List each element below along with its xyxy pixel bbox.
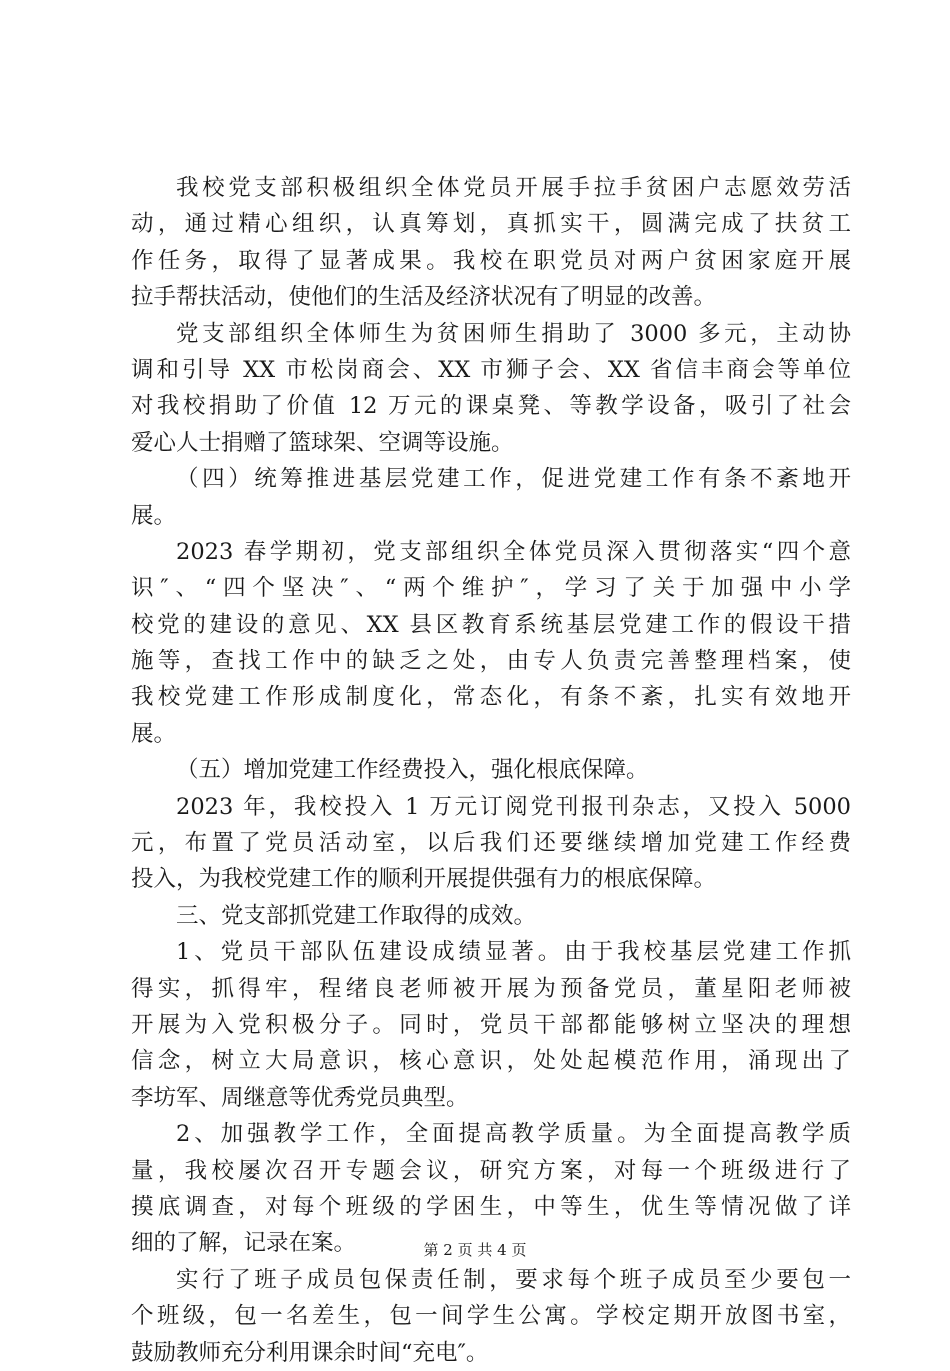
text-line: 鼓励教师充分利用课余时间“充电″。 [131,1339,489,1366]
text-line: 三、党支部抓党建工作取得的成效。 [176,902,537,929]
text-line: 展。 [131,720,177,747]
text-line: 细的了解，记录在案。 [131,1230,357,1257]
text-line: 信念，树立大局意识，核心意识，处处起模范作用，涌现出了 [131,1048,851,1075]
text-line: 我校党支部积极组织全体党员开展手拉手贫困户志愿效劳活 [176,175,851,201]
text-line: 2023 春学期初，党支部组织全体党员深入贯彻落实“四个意 [176,538,851,565]
text-line: 元，布置了党员活动室，以后我们还要继续增加党建工作经费 [131,830,851,857]
text-line: 动，通过精心组织，认真筹划，真抓实干，圆满完成了扶贫工 [131,211,851,238]
text-line: 量，我校屡次召开专题会议，研究方案，对每一个班级进行了 [131,1157,851,1184]
text-line: 爱心人士捐赠了篮球架、空调等设施。 [131,429,514,456]
text-line: 识″、“四个坚决″、“两个维护″，学习了关于加强中小学 [131,575,851,602]
text-line: 李坊军、周继意等优秀党员典型。 [131,1084,469,1111]
text-line: 拉手帮扶活动，使他们的生活及经济状况有了明显的改善。 [131,284,717,311]
text-line: 开展为入党积极分子。同时，党员干部都能够树立坚决的理想 [131,1011,851,1038]
text-line: 作任务，取得了显著成果。我校在职党员对两户贫困家庭开展 [131,247,851,274]
text-line: 2、加强教学工作，全面提高教学质量。为全面提高教学质 [176,1121,851,1148]
text-line: 摸底调查，对每个班级的学困生，中等生，优生等情况做了详 [131,1193,851,1220]
text-line: 校党的建设的意见、XX 县区教育系统基层党建工作的假设干措 [131,611,851,638]
page-number-footer: 第 2 页 共 4 页 [423,1241,527,1259]
text-line: 个班级，包一名差生，包一间学生公寓。学校定期开放图书室， [131,1303,851,1330]
text-line: 我校党建工作形成制度化，常态化，有条不紊，扎实有效地开 [131,684,851,711]
text-line: 党支部组织全体师生为贫困师生捐助了 3000 多元，主动协 [176,320,851,347]
text-line: 调和引导 XX 市松岗商会、XX 市狮子会、XX 省信丰商会等单位 [131,356,851,383]
text-line: 施等，查找工作中的缺乏之处，由专人负责完善整理档案，使 [131,648,851,675]
text-line: 2023 年，我校投入 1 万元订阅党刊报刊杂志，又投入 5000 [176,793,851,820]
text-line: （四）统筹推进基层党建工作，促进党建工作有条不紊地开 [176,466,851,493]
text-line: 展。 [131,502,177,529]
text-line: 对我校捐助了价值 12 万元的课桌凳、等教学设备，吸引了社会 [131,393,851,420]
text-line: 1、党员干部队伍建设成绩显著。由于我校基层党建工作抓 [176,939,851,966]
document-body [131,170,851,1371]
text-line: （五）增加党建工作经费投入，强化根底保障。 [176,757,649,784]
text-line: 投入，为我校党建工作的顺利开展提供强有力的根底保障。 [131,866,717,893]
text-line: 实行了班子成员包保责任制，要求每个班子成员至少要包一 [176,1266,851,1293]
text-line: 得实，抓得牢，程绪良老师被开展为预备党员，董星阳老师被 [131,975,851,1002]
